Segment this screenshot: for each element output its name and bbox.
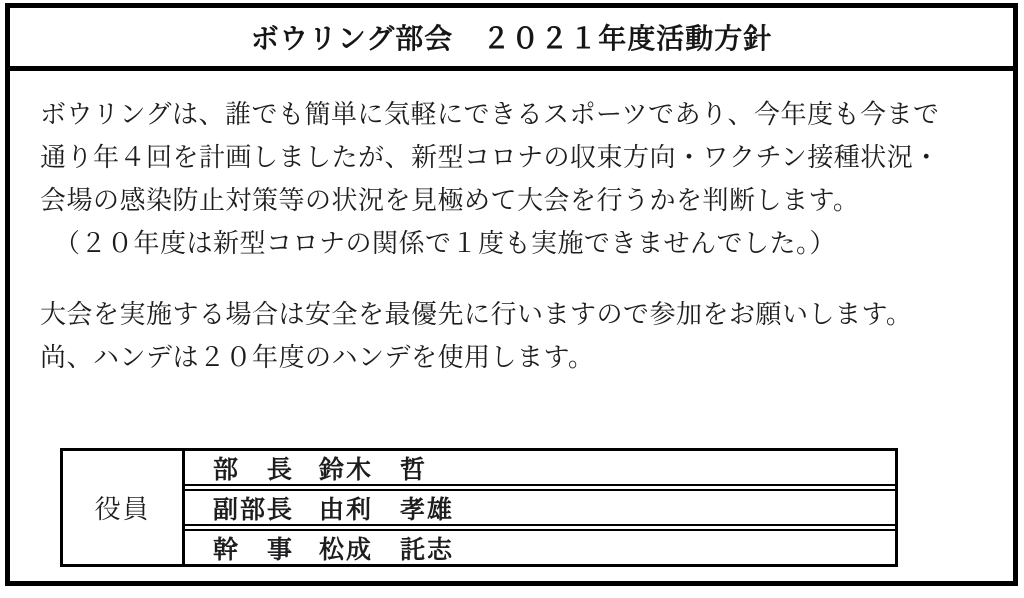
paragraph-1-line-3: 会場の感染防止対策等の状況を見極めて大会を行うかを判断します。 [40,185,860,215]
paragraph-2-line-1: 大会を実施する場合は安全を最優先に行いますので参加をお願いします。 [40,299,913,329]
paragraph-1-line-2: 通り年４回を計画しましたが、新型コロナの収束方向・ワクチン接種状況・ [40,142,940,172]
officer-row-secretary [185,529,895,564]
officer-role: 部 長 [213,455,295,484]
officer-name: 鈴木 哲 [319,455,428,484]
officer-name: 由利 孝雄 [319,495,455,524]
paragraph-1-line-4: （２０年度は新型コロナの関係で１度も実施できませんでした。） [54,228,837,258]
officer-name: 松成 託志 [319,535,455,564]
officers-rows [185,451,895,564]
officer-role: 幹 事 [213,535,295,564]
officers-header-label: 役員 [94,494,151,524]
paragraph-1 [40,93,985,265]
officer-role: 副部長 [213,495,295,524]
document-title-band [10,8,1013,71]
officer-row-chief [185,451,895,486]
paragraph-2-line-2: 尚、ハンデは２０年度のハンデを使用します。 [40,342,595,372]
officers-header-cell [63,451,185,564]
paragraph-2 [40,293,985,379]
officers-table [60,448,898,567]
document-frame [5,3,1018,586]
document-body [10,71,1013,567]
document-title: ボウリング部会 ２０２１年度活動方針 [250,23,773,54]
officer-row-vice-chief [185,489,895,526]
paragraph-1-line-1: ボウリングは、誰でも簡単に気軽にできるスポーツであり、今年度も今まで [40,99,940,129]
